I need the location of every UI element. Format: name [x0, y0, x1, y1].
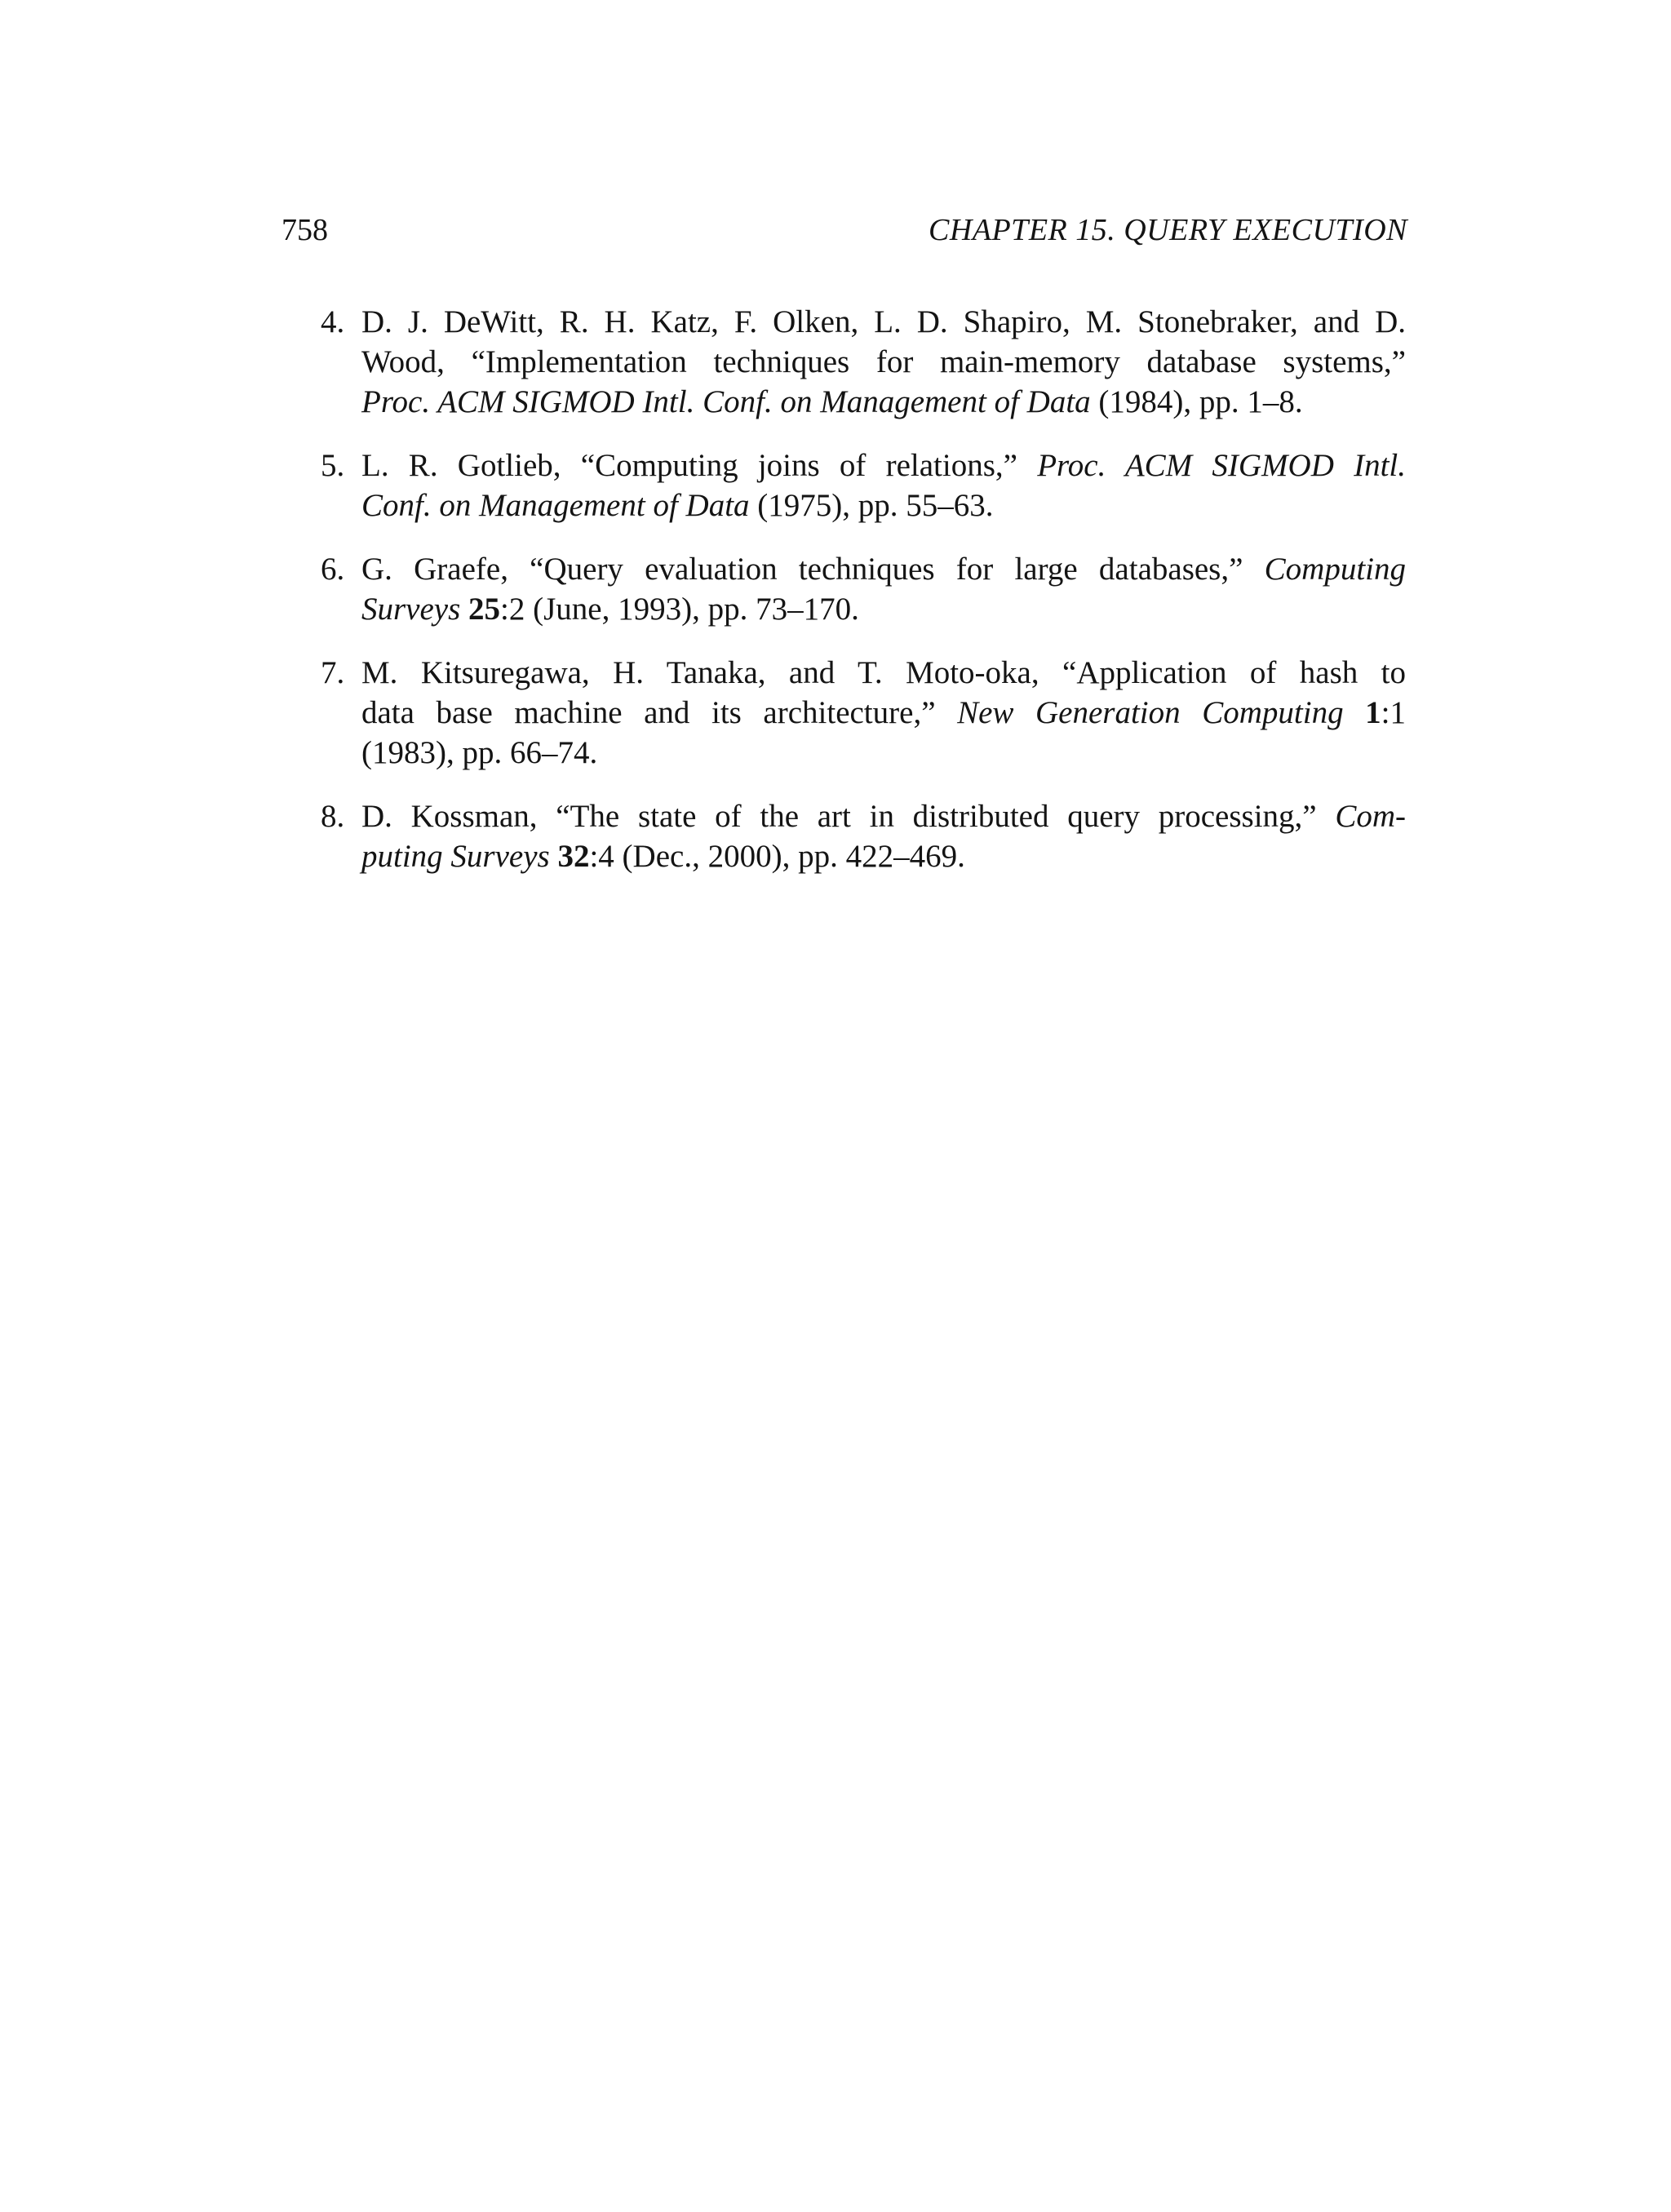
italic-text: puting Surveys	[361, 839, 550, 874]
text-run	[1344, 695, 1366, 730]
text-run: (1984), pp. 1–8.	[1090, 384, 1303, 419]
text-run: :4 (Dec., 2000), pp. 422–469.	[589, 839, 965, 874]
reference-line	[361, 342, 1406, 382]
text-run: D. Kossman, “The state of the art in distributed query processing,”	[361, 799, 1336, 834]
reference-item	[321, 446, 1406, 525]
italic-text: Com-	[1335, 799, 1406, 834]
reference-number: 8.	[321, 799, 345, 834]
reference-line	[361, 796, 1406, 836]
reference-text	[361, 302, 1406, 422]
page-number: 758	[281, 213, 328, 247]
bold-text: 25	[468, 592, 501, 627]
text-run: (1975), pp. 55–63.	[749, 488, 994, 523]
reference-line	[361, 485, 1406, 525]
text-run	[550, 839, 558, 874]
reference-item	[321, 796, 1406, 876]
italic-text: New Generation Computing	[957, 695, 1344, 730]
reference-item	[321, 302, 1406, 422]
text-run: L. R. Gotlieb, “Computing joins of relations,”	[361, 448, 1038, 483]
italic-text: Conf. on Management of Data	[361, 488, 750, 523]
text-run: :1	[1381, 695, 1407, 730]
reference-item	[321, 653, 1406, 773]
reference-text	[361, 446, 1406, 525]
reference-text	[361, 549, 1406, 629]
italic-text: Proc. ACM SIGMOD Intl.	[1037, 448, 1406, 483]
reference-line	[361, 302, 1406, 342]
reference-item	[321, 549, 1406, 629]
bold-text: 32	[557, 839, 590, 874]
reference-number: 7.	[321, 655, 345, 690]
reference-number: 4.	[321, 304, 345, 339]
italic-text: Computing	[1264, 552, 1406, 587]
text-run: G. Graefe, “Query evaluation techniques for large databases,”	[361, 552, 1265, 587]
text-run: data base machine and its architecture,”	[361, 695, 958, 730]
bold-text: 1	[1365, 695, 1381, 730]
bibliography-list	[321, 302, 1406, 900]
reference-text	[361, 796, 1406, 876]
running-head: CHAPTER 15. QUERY EXECUTION	[928, 213, 1407, 247]
italic-text: Proc. ACM SIGMOD Intl. Conf. on Management of Data	[361, 384, 1091, 419]
page-header	[281, 206, 1407, 255]
reference-line	[361, 693, 1406, 733]
text-run: D. J. DeWitt, R. H. Katz, F. Olken, L. D. Shapiro, M. Stonebraker, and D.	[361, 304, 1406, 339]
text-run: (1983), pp. 66–74.	[361, 735, 598, 770]
reference-line	[361, 733, 1406, 773]
reference-number: 6.	[321, 552, 345, 587]
reference-number: 5.	[321, 448, 345, 483]
reference-text	[361, 653, 1406, 773]
reference-line	[361, 446, 1406, 485]
reference-line	[361, 653, 1406, 693]
reference-line	[361, 382, 1406, 422]
text-run: :2 (June, 1993), pp. 73–170.	[500, 592, 859, 627]
reference-line	[361, 589, 1406, 629]
italic-text: Surveys	[361, 592, 461, 627]
reference-line	[361, 549, 1406, 589]
text-run	[460, 592, 468, 627]
text-run: Wood, “Implementation techniques for main-memory database systems,”	[361, 344, 1406, 379]
text-run: M. Kitsuregawa, H. Tanaka, and T. Moto-oka, “Application of hash to	[361, 655, 1406, 690]
reference-line	[361, 836, 1406, 876]
